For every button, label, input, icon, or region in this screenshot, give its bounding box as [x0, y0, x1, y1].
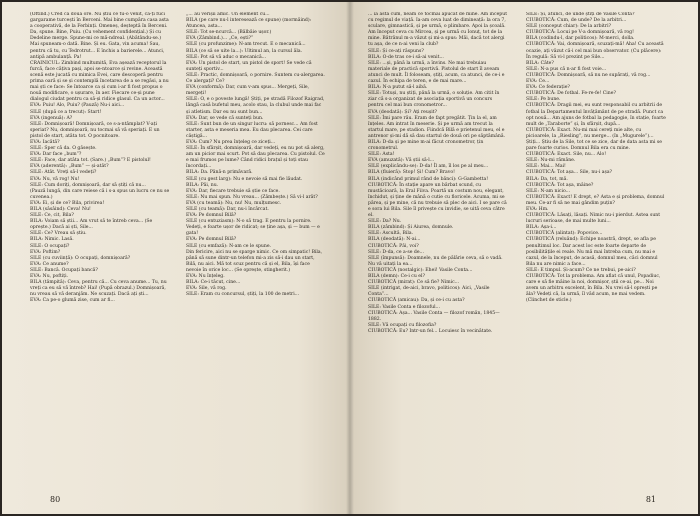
dialogue-paragraph: SILE: Îmi pare rău. Eram de fapt pregătit. Țin la el, am înțeles. Am intrat în meserie. Și pe urmă am trecut la startul mare, pe stadion. Fiindcă Bilă e prietenul meu, el e antrenor și-mi dă să dau startul de două ori pe săptămână.: [368, 115, 506, 139]
dialogue-paragraph: BILA (zâmbind): Și Aiurea, domnule.: [368, 225, 454, 231]
dialogue-paragraph: CIUBOTICĂ (mirat): Ce să fie? Nimic...: [368, 280, 460, 286]
dialogue-paragraph: SILE: În sfârșit, domnișoară, dar vedeți, eu nu pot să alerg, am un picior mai scurt. Pot să dau plecarea. Cu pistolul. Ce e mai frumos pe lume? Când ridici brațul și toți stau încordați...: [186, 146, 325, 170]
dialogue-paragraph: SILE: Și ce-ați răspuns?: [368, 48, 424, 54]
dialogue-paragraph: BILA: D-da și pe mine m-ai făcut cronometror, țin cronometrul.: [368, 139, 484, 152]
dialogue-paragraph: (Pauză lungă, din care reiese că i s-a spus un lucru ce nu se cuvenea.): [30, 188, 170, 200]
dialogue-paragraph: BILA: Da, tot, mă.: [526, 176, 568, 182]
dialogue-paragraph: BILA: Nimic. Lasă.: [30, 237, 74, 243]
dialogue-paragraph: SILE: Și, atunci, de unde știți de Vasile Conta?: [526, 12, 635, 17]
dialogue-paragraph: SILE: D-da, ce a-se de...: [368, 249, 424, 255]
dialogue-paragraph: SILE (explicându-se): D-da! Îl am, îl los pe al meu...: [368, 164, 489, 170]
dialogue-paragraph: BILA: Păi, nu.: [186, 182, 219, 188]
dialogue-paragraph: EVA: Sile, vă rog.: [186, 286, 227, 292]
dialogue-paragraph: BILA (deodată): N-ai...: [368, 237, 421, 243]
dialogue-paragraph: CIUBOTICĂ: Eu? Intr-un fel... Locuiesc în vecinătate.: [368, 328, 493, 334]
dialogue-paragraph: SILE (cu emfază): N-am ce le spune.: [186, 243, 272, 249]
dialogue-paragraph: CIUBOTICĂ (amicau): Da, și ce-i cu asta?: [368, 298, 465, 304]
dialogue-paragraph: SILE: Mai... Mai!: [526, 164, 566, 170]
dialogue-paragraph: SILE: Pe bune.: [526, 97, 561, 103]
dialogue-paragraph: SILE: N-a pus că n-ar fi fost voie...: [526, 66, 607, 72]
dialogue-paragraph: EVA (ingenuă): A?: [30, 115, 73, 121]
dialogue-paragraph: SILE: Vasile Conta e filozoful...: [368, 304, 440, 310]
dialogue-paragraph: SILE: E timpul. Și-acum? Ce ne trebui, pe-aici?: [526, 267, 636, 273]
dialogue-paragraph: EVA: Un pistol de start, un pistol de sport! Se vede că sunteți sportiv...: [186, 60, 312, 72]
dialogue-paragraph: CIUBOTICĂ: Vai, domnișoară, scuzați-mă! Aha! Cu această ocazie, ați văzut că-i cel mai bun observator. (Cu plăcere): În regulă: Să vi-l prezint pe Sile...: [526, 42, 664, 60]
dialogue-paragraph: CIUBOTICĂ: Cum, de unde? De la arbitri...: [526, 18, 627, 24]
dialogue-paragraph: CIUBOTICĂ: Domnișoară, să nu ne supărați, vă rog...: [526, 72, 651, 78]
dialogue-paragraph: EVA: Hm.: [526, 207, 549, 212]
dialogue-paragraph: EVA: Nu, poftiți.: [30, 274, 69, 280]
dialogue-paragraph: BILA: N-a putut să-l aibă.: [368, 85, 428, 91]
dialogue-paragraph: EVA: Ce anume?: [30, 261, 69, 267]
dialogue-paragraph: EVA: Dar, se vede că sunteți bun.: [186, 115, 264, 121]
dialogue-paragraph: Din fericire, aici nu se sparge nimic. Ce om simpatic! Bila, până să sune dintr-un telefon mi-a zis să-i dau un start, Bilă, nu aici. Mă tot scuz pentru că și el, Bila, își face nevoie în orice loc... (Se oprește, stingherit.): [186, 249, 323, 273]
dialogue-paragraph: CIUBOTICĂ: Exact. Nu-mi mai cereți mie alte, cu picioarele, la „Riesling”, nu merge... (în „Mugurele”)... Știți... Știu de la Sile, tot ce se zice, dar de data asta mi se pare foarte curios. Domnul Bila era cu mine.: [526, 127, 663, 152]
dialogue-paragraph: EVA (deodată): Și? Ați reușit?: [368, 109, 437, 115]
book-spread: [2, 2, 698, 514]
dialogue-paragraph: EVA: Dar, fiecare trebuie să știe ce face.: [186, 188, 280, 194]
dialogue-paragraph: SILE: O ocupați?: [30, 243, 70, 249]
dialogue-paragraph: SILE (cu profunzime): N-am trecut. E o mecanică...: [186, 42, 306, 48]
dialogue-paragraph: SILE: Totuși, nu știți, până la urmă, o soluție. Am citit în ziar că s-a organizat de asociația sportivă un concurs pentru cel mai bun cronometror...: [368, 91, 500, 109]
dialogue-paragraph: SILE: ...și, până la urmă, a învins. Ne mai trebuiau materiale de practică sportivă. Pistolul de start îl aveam atunci de mult. Îl foloseam, știți, acum, ca atunci, de ce-i e cazul. În echipa de teren, e de mai mare...: [368, 60, 505, 85]
dialogue-paragraph: EVA: Nu înțeleg.: [186, 274, 225, 280]
dialogue-paragraph: BILA (tâmpită): Ceva, pentru că... Cu ceva anume... Tu, nu vreți ca eu să vă întreb? Hai! (Pupă obrazul.) Domnișoară, nu vreau să vă deranjăm. Ne scuzați. Dacă ați ști...: [30, 280, 167, 298]
dialogue-paragraph: SILE (cu gest larg): Nu e nevoie să mai fie lăudat.: [186, 176, 303, 182]
dialogue-paragraph: SILE (cu entuziasm): N-o să trag. E pentru la pornire. Vedeți, e foarte ușor de ridicat; se ține așa, și — bum — e gata!: [186, 219, 320, 237]
dialogue-paragraph: SILE: Asta!: [368, 152, 395, 158]
dialogue-paragraph: CIUBOTICĂ: În stație apare un bărbat scund, cu mustăcioară, la Eral Fiiva. Poartă un costum nou, elegant, închidut, și ține de mână o cutie cu floricele. Acuma, mi se părea, și pe mine, că nu trebuie să plec de aici. I se pare că e sora lui Bila. Sile îl privește cu invidie, se uită ceva către el.: [368, 182, 507, 219]
dialogue-paragraph: BILA: Ce-i tăcut, cine...: [186, 280, 241, 286]
left-page-column-1: [30, 12, 170, 490]
dialogue-paragraph: EVA: Puiu! Alo, Puiu? (Pauză) Nu-i aici...: [30, 103, 125, 109]
dialogue-paragraph: CIUBOTICĂ: Așa... Vasile Conta — filozof român, 1845—1882.: [368, 310, 500, 322]
dialogue-paragraph: BILA: Da. Până-n primăvară.: [186, 170, 253, 176]
dialogue-paragraph: CIUBOTICĂ (reluând): Echipe noastră, drept, se afla pe penultimul loc. Dar acest loc este foarte departe de posibilitățile ei reale. Nu mă mai întreba cum, nu mai e cazul, de la început, de acasă, domnul meu, căci domnul Bila nu are nimic a face...: [526, 237, 658, 267]
dialogue-paragraph: EVA (amuzată): Vă știi să-l...: [368, 158, 435, 164]
dialogue-paragraph: SILE: Nu mai spun. Nu vreau... (Zâmbește.) Să vi-l arăt?: [186, 194, 318, 200]
dialogue-paragraph: BILA (indicând primul rând de bănci): G-Gambetta!: [368, 176, 489, 182]
dialogue-paragraph: EVA: Ca pe-o glumă zise, cum ar fi...: [30, 298, 115, 304]
dialogue-paragraph: SILE (intrigat, de-aici, bravo, politicos): Aici, „Vasile Conta”...: [368, 286, 490, 298]
dialogue-paragraph: SILE: Ce, cit, Bila?: [30, 213, 74, 219]
dialogue-paragraph: SILE: Eram cu concursul, știți, la 100 de metri...: [186, 292, 300, 298]
dialogue-paragraph: SILE: Sper că da. O găsește.: [30, 146, 97, 152]
dialogue-paragraph: EVA: Dar face „bum”?: [30, 152, 82, 158]
dialogue-paragraph: SILE (împunsă): Doamnele, nu de pălărie ceva, să o vadă. Nu vă uitați la ea...: [368, 255, 503, 267]
dialogue-paragraph: EVA: Iacătă?: [30, 139, 60, 145]
dialogue-paragraph: SILE: Tot se-ncurcă... (Bâlbâie ușor.): [186, 30, 272, 36]
dialogue-paragraph: CIUBOTICĂ (nostalgic): Ehei! Vasile Conta...: [368, 267, 473, 273]
dialogue-paragraph: SILE (cu cuviință): O ocupați, domnișoară?: [30, 255, 131, 261]
dialogue-paragraph: ... ia asta cum, neam ce tocmai apucat de mine. Am început cu regimul de viață. Ia-am ceva luat de dimineață: la ora 7, sculare, gimnastică, și pe urmă, o plimbare. Apoi la școală. Am început ceva cu Mircea, și pe urmă cu Ionuț, tot de la mine. Bătrânul m-a văzut și mi-a spus: Măi, dacă tot alergi tu așa, de ce n-ai veni la club?: [368, 12, 508, 48]
dialogue-paragraph: EVA: Pe domnul Bilă?: [186, 237, 237, 243]
dialogue-paragraph: SILE: O, e o poveste lungă! Știți, pe stradă Filozof Raigrad, lângă casă bufetul meu, acolo stau, la clubul unde mai fac și atletism. Dar eu nu sunt bun...: [186, 97, 325, 115]
dialogue-paragraph: CIUBOTICĂ: Tot așa, mâine?: [526, 182, 594, 188]
dialogue-paragraph: BILA: O-de tras ce-i să-ai venit...: [368, 54, 444, 60]
dialogue-paragraph: CIUBOTICĂ: Locui pe V-a domnișoară, vă rog!: [526, 30, 634, 36]
dialogue-paragraph: SILE: Cum doriți, domnișoară, dar să știți că nu...: [30, 182, 146, 188]
dialogue-paragraph: BILA (ce să se uite la...): Ultimul an, la cursul ăla.: [186, 48, 303, 54]
dialogue-paragraph: BILA (fluieră): Stop! Și! Cum? Bravo!: [368, 170, 455, 176]
right-page-column-1: [368, 12, 508, 490]
dialogue-paragraph: EVA: Nu, vă rog! Nu!: [30, 176, 80, 182]
dialogue-paragraph: EVA (Zâmbind.)... „Ce, ești?”: [186, 36, 254, 42]
dialogue-paragraph: SILE: Practic, domnișoară, o pornire. Suntem cu-alergarea. Ce alergați? Ce?: [186, 72, 325, 85]
dialogue-paragraph: CIUBOTICĂ: Dragii mei, eu sunt responsabil cu arbitrii de fotbal la Departamentul învățământ de pe stradă. Punct ca opt nouă... Am ajuns de fotbal la pedagogie, în stație, foarte mult de „Taraborte” și, în sfârșit, după...: [526, 103, 666, 127]
dialogue-paragraph: SILE: Vă ocupați cu filozofia?: [368, 322, 437, 328]
dialogue-paragraph: BILA (pe care nu-l interesează ce spune) (mormăind): Atuncea, asta...: [186, 18, 312, 30]
dialogue-paragraph: SILE: N-am nicio...: [526, 188, 571, 194]
dialogue-paragraph: SILE: Nu-mi rămâne.: [526, 158, 576, 164]
dialogue-paragraph: EVA: Ce...: [526, 79, 550, 85]
dialogue-paragraph: CIUBOTICĂ: Tot la problema. Am aflat că unul, Popadiuc, care e să fie mâine la noi, domnișor, știi ce-ai, pe... Noi avem un arbitru excelent, în Bila. Nu vrei să-l oprești pe ăla? Vedeți că, la urmă, îl văd acum, ne mai vedem. (Clinchet de sticle.): [526, 274, 661, 304]
dialogue-paragraph: BILA (demn): Ce-i cu el?: [368, 274, 425, 280]
dialogue-paragraph: BILA: Voiam să știi... Am vrut să te întreb ceva... (Se oprește.) Dacă ai ști, Sile...: [30, 219, 153, 231]
dialogue-paragraph: CRAINICUL: Zimbind multumită, Eva așează receptorul la furcă, face câțiva pași, apoi se-ntoarce și revine. Această scenă este jucată cu mimica Evei, care descoperă pentru prima oară și se și contemplă încetarea de a se regăsi, a nu mai ști ce face: Se întoarce ca și cum i-ar fi fost propus o nouă modificare, o ușurare, în aer. Fiecare ce-și pune dialogul ciudat pentru ca să-și ridice glasul. Ca un actor...: [30, 60, 169, 103]
dialogue-paragraph: CIUBOTICĂ: Exact. Sile, nu... Alo!: [526, 152, 607, 158]
dialogue-paragraph: BILA: Așa-i...: [526, 225, 557, 231]
dialogue-paragraph: EVA: Ce federație?: [526, 85, 570, 91]
left-page-number: 80: [50, 495, 61, 504]
dialogue-paragraph: EVA: Ei, și de ce? Bila, privirea!: [30, 200, 105, 206]
book-gutter: [346, 2, 354, 514]
dialogue-paragraph: SILE: Face, dar atâta tot. (Sare.) „Bum”? E pistolul!: [30, 158, 151, 164]
dialogue-paragraph: SILE: Da? Nu.: [368, 219, 402, 225]
dialogue-paragraph: CIUBOTICĂ: Exact! E drept, e? Asta e și problema, domnul meu. Ce-ar fi să ne mai gândim puțin?: [526, 194, 665, 206]
dialogue-paragraph: CIUBOTICĂ (alintat): Popovice...: [526, 231, 603, 237]
dialogue-paragraph: BILA (codindu-l, dar politicos): M-merci, dolla.: [526, 36, 635, 42]
dialogue-paragraph: EVA (aderentă): „Bum” — și-atât?: [30, 164, 109, 170]
dialogue-paragraph: EVA: Cum? Nu prea înțeleg ce ziceți...: [186, 139, 276, 145]
dialogue-paragraph: SILE: Atât. Vreți să-l vedeți?: [30, 170, 97, 176]
dialogue-paragraph: SILE (după ce a trecut): Start!: [30, 109, 102, 115]
dialogue-paragraph: SILE: Ce? Vreau să știu.: [30, 231, 87, 237]
dialogue-paragraph: SILE (conceput chiar): De la arbitri?: [526, 24, 611, 30]
left-page: [2, 2, 350, 514]
dialogue-paragraph: BILA (sâsâind): Ceva! Nu!: [30, 207, 91, 212]
dialogue-paragraph: SILE: Domnișoară! Domnișoară, ce s-a-ntâmplat? V-ați speriat? Nu, domnișoară, nu tocmai să vă speriați. E un pistol de start, atâta tot. O pocnitoare.: [30, 121, 160, 139]
dialogue-paragraph: CIUBOTICĂ: Tot așa... Sile, nu-i așa?: [526, 170, 613, 176]
dialogue-paragraph: CIUBOTICĂ: Lăsați, lăsați. Nimic nu-i pierdut. Astea sunt lucruri serioase, de mai multe luni...: [526, 213, 661, 225]
dialogue-paragraph: BILA: Câte?: [526, 60, 554, 66]
dialogue-paragraph: SILE: Sunt bun de un singur lucru: să pornesc... Am fost starter, asta e meseria mea. Eu dau plecarea. Cei care câștigă...: [186, 121, 318, 139]
dialogue-paragraph: EVA (cu teamă): Nu, nu! Nu, mulțumesc.: [186, 200, 282, 206]
right-page-column-2: [526, 12, 666, 490]
dialogue-paragraph: CIUBOTICĂ: Păi, voi?: [368, 243, 419, 249]
dialogue-paragraph: EVA (conformă): Dar, cum v-am spus... Mergeți, Sile, mergeți!: [186, 85, 310, 97]
dialogue-paragraph: SILE: Pot să vă aduc o mecanică...: [186, 54, 267, 60]
dialogue-paragraph: EVA: Pe domnul Bilă?: [186, 213, 237, 219]
dialogue-paragraph: „... au verișii amic. Un element cu...: [186, 12, 270, 17]
left-page-column-2: [186, 12, 326, 490]
dialogue-paragraph: (Oftind.) Cred că două ore. Nu știu ce tu-o venit, că-ți fuci gargarame turcești în Berceni. Mai bine cumpăra casa asta a cooperativă, de la Ferbinți. Omeneș, deșteptă în Berceni. Da, spune. Bine, Puiu. (Cu vehement confidențial.) Și cu Dedeline merge. Spune-mi ce mă-ndreal. (Abătându-se.) Mai spuneam-o dată. Bine. Și eu. Gata, vin acuma! Sau, pentru că tu, cu Tedrotrut... E închis a barierele... Atunci, antipă ambulanță. Pa!: [30, 12, 169, 60]
dialogue-paragraph: SILE: Bancă. Ocupați bancă?: [30, 267, 98, 273]
dialogue-paragraph: SILE (cu teamă): Dar, nu-i încărcat.: [186, 207, 269, 212]
right-page-number: 81: [645, 495, 656, 504]
dialogue-paragraph: CIUBOTICĂ: De fotbal. Fe-re-fe! Cine?: [526, 91, 616, 97]
right-page: [350, 2, 698, 514]
dialogue-paragraph: EVA: Poftim?: [30, 249, 61, 255]
dialogue-paragraph: SILE: Ascultă, Bila.: [368, 231, 414, 237]
